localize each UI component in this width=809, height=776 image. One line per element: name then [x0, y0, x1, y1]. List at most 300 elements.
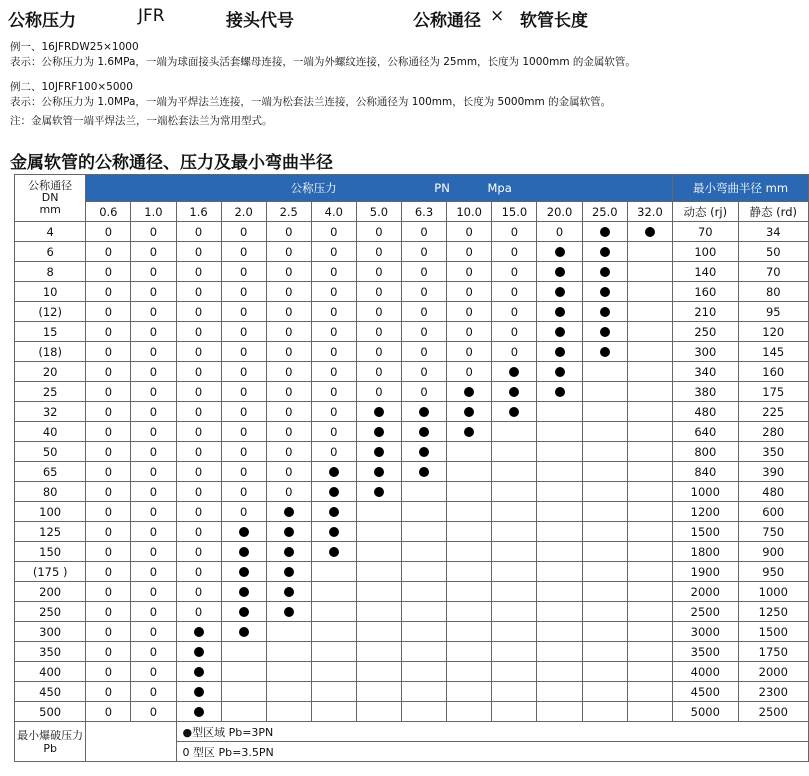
zero-type-cell: 0	[176, 482, 221, 502]
zero-type-cell: 0	[86, 442, 131, 462]
zero-type-cell: 0	[176, 562, 221, 582]
dot-type-cell	[221, 622, 266, 642]
table-row	[15, 422, 809, 442]
zero-type-cell: 0	[86, 462, 131, 482]
zero-type-cell: 0	[447, 362, 492, 382]
dot-type-cell	[492, 402, 537, 422]
zero-type-cell: 0	[266, 282, 311, 302]
empty-cell	[627, 442, 672, 462]
empty-cell	[582, 382, 627, 402]
zero-type-cell: 0	[221, 322, 266, 342]
empty-cell	[492, 522, 537, 542]
static-radius: 2300	[738, 682, 808, 702]
empty-cell	[311, 682, 356, 702]
pressure-values-row	[15, 202, 809, 222]
dot-icon	[374, 467, 384, 477]
burst-empty-cell	[86, 722, 176, 762]
empty-cell	[627, 682, 672, 702]
zero-type-cell: 0	[447, 342, 492, 362]
example-1-title: 例一、16JFRDW25×1000	[10, 41, 139, 53]
example-2-title: 例二、10JFRF100×5000	[10, 81, 133, 93]
empty-cell	[401, 562, 446, 582]
empty-cell	[401, 702, 446, 722]
empty-cell	[401, 622, 446, 642]
dn-value: 6	[15, 242, 86, 262]
zero-type-cell: 0	[266, 402, 311, 422]
table-row	[15, 502, 809, 522]
section-title: 金属软管的公称通径、压力及最小弯曲半径	[10, 153, 333, 173]
empty-cell	[401, 582, 446, 602]
dot-type-cell	[537, 242, 582, 262]
dot-type-cell	[537, 382, 582, 402]
dot-type-cell	[356, 482, 401, 502]
empty-cell	[627, 342, 672, 362]
zero-type-cell: 0	[221, 502, 266, 522]
empty-cell	[266, 622, 311, 642]
zero-type-cell: 0	[356, 262, 401, 282]
dn-value: 25	[15, 382, 86, 402]
static-radius: 95	[738, 302, 808, 322]
dot-type-cell	[356, 402, 401, 422]
zero-type-cell: 0	[447, 222, 492, 242]
zero-type-cell: 0	[86, 642, 131, 662]
dn-value: 8	[15, 262, 86, 282]
zero-type-cell: 0	[311, 422, 356, 442]
dot-icon	[239, 587, 249, 597]
empty-cell	[627, 562, 672, 582]
static-radius: 2500	[738, 702, 808, 722]
header-pressure-label: 公称压力	[8, 11, 76, 31]
zero-type-cell: 0	[86, 282, 131, 302]
empty-cell	[401, 482, 446, 502]
empty-cell	[356, 542, 401, 562]
dot-type-cell	[356, 422, 401, 442]
zero-type-cell: 0	[131, 662, 176, 682]
dot-type-cell	[582, 242, 627, 262]
zero-type-cell: 0	[131, 642, 176, 662]
dynamic-radius: 5000	[673, 702, 738, 722]
dot-icon	[600, 327, 610, 337]
zero-type-cell: 0	[131, 702, 176, 722]
zero-type-cell: 0	[401, 222, 446, 242]
dot-icon	[374, 427, 384, 437]
zero-type-cell: 0	[221, 302, 266, 322]
table-row	[15, 382, 809, 402]
dot-type-cell	[266, 502, 311, 522]
table-row	[15, 622, 809, 642]
dot-type-cell	[492, 382, 537, 402]
zero-type-cell: 0	[131, 442, 176, 462]
empty-cell	[627, 282, 672, 302]
header-dn-label: 公称通径	[413, 11, 481, 31]
dot-type-cell	[401, 442, 446, 462]
dot-type-cell	[176, 702, 221, 722]
dynamic-radius: 380	[673, 382, 738, 402]
dot-icon	[600, 227, 610, 237]
zero-type-cell: 0	[176, 442, 221, 462]
table-row	[15, 662, 809, 682]
empty-cell	[447, 482, 492, 502]
dot-type-cell	[537, 302, 582, 322]
dynamic-radius: 640	[673, 422, 738, 442]
zero-type-cell: 0	[311, 222, 356, 242]
dn-value: 15	[15, 322, 86, 342]
empty-cell	[627, 702, 672, 722]
dot-icon	[600, 287, 610, 297]
dn-value: (175 )	[15, 562, 86, 582]
header-joint-label: 接头代号	[226, 11, 294, 31]
dn-value: 500	[15, 702, 86, 722]
dot-icon	[509, 407, 519, 417]
static-radius: 34	[738, 222, 808, 242]
empty-cell	[582, 562, 627, 582]
table-row	[15, 342, 809, 362]
empty-cell	[266, 682, 311, 702]
dot-icon	[374, 407, 384, 417]
dot-type-cell	[537, 322, 582, 342]
burst-label-line2: Pb	[43, 741, 57, 755]
dot-icon	[555, 347, 565, 357]
dot-icon	[419, 407, 429, 417]
dot-type-cell	[447, 382, 492, 402]
dot-icon	[329, 467, 339, 477]
static-radius: 225	[738, 402, 808, 422]
empty-cell	[582, 442, 627, 462]
zero-type-cell: 0	[447, 322, 492, 342]
dot-icon	[239, 547, 249, 557]
zero-type-cell: 0	[492, 282, 537, 302]
zero-type-cell: 0	[311, 362, 356, 382]
zero-type-cell: 0	[447, 262, 492, 282]
zero-type-cell: 0	[221, 402, 266, 422]
zero-type-cell: 0	[356, 342, 401, 362]
dn-header-line2: DN	[41, 191, 59, 204]
dot-type-cell	[582, 282, 627, 302]
static-radius: 80	[738, 282, 808, 302]
zero-type-cell: 0	[401, 322, 446, 342]
empty-cell	[627, 542, 672, 562]
dot-icon	[555, 307, 565, 317]
zero-type-cell: 0	[176, 222, 221, 242]
zero-type-cell: 0	[266, 422, 311, 442]
dn-value: 350	[15, 642, 86, 662]
empty-cell	[627, 522, 672, 542]
dot-icon	[374, 447, 384, 457]
dot-type-cell	[582, 342, 627, 362]
table-row	[15, 402, 809, 422]
dot-type-cell	[582, 302, 627, 322]
zero-type-cell: 0	[492, 342, 537, 362]
dot-icon	[284, 527, 294, 537]
empty-cell	[356, 682, 401, 702]
zero-type-cell: 0	[131, 242, 176, 262]
zero-type-cell: 0	[131, 542, 176, 562]
dot-type-cell	[176, 662, 221, 682]
dot-icon	[194, 647, 204, 657]
dn-header-line1: 公称通径	[28, 179, 73, 192]
example-2-desc: 表示：公称压力为 1.0MPa，一端为平焊法兰连接，一端为松套法兰连接，公称通径为 100mm，长度为 5000mm 的金属软管。	[10, 96, 612, 108]
dynamic-radius: 3500	[673, 642, 738, 662]
example-1-desc: 表示：公称压力为 1.6MPa，一端为球面接头活套螺母连接，一端为外螺纹连接，公称通径为 25mm，长度为 1000mm 的金属软管。	[10, 56, 636, 68]
table-row	[15, 522, 809, 542]
pressure-header-unit: Mpa	[487, 181, 512, 195]
dn-value: 20	[15, 362, 86, 382]
zero-type-cell: 0	[266, 262, 311, 282]
empty-cell	[537, 462, 582, 482]
dot-icon	[419, 447, 429, 457]
zero-type-cell: 0	[356, 302, 401, 322]
header-times: ×	[490, 6, 505, 26]
empty-cell	[582, 702, 627, 722]
empty-cell	[582, 482, 627, 502]
zero-type-cell: 0	[537, 222, 582, 242]
dn-value: 300	[15, 622, 86, 642]
empty-cell	[537, 562, 582, 582]
empty-cell	[627, 322, 672, 342]
static-radius: 280	[738, 422, 808, 442]
dn-value: 50	[15, 442, 86, 462]
zero-type-cell: 0	[221, 282, 266, 302]
zero-type-cell: 0	[86, 582, 131, 602]
empty-cell	[627, 382, 672, 402]
dynamic-radius: 1800	[673, 542, 738, 562]
dynamic-radius: 100	[673, 242, 738, 262]
dot-icon	[419, 427, 429, 437]
dynamic-radius: 2000	[673, 582, 738, 602]
zero-type-cell: 0	[131, 382, 176, 402]
zero-type-cell: 0	[86, 482, 131, 502]
empty-cell	[537, 422, 582, 442]
header-length-label: 软管长度	[520, 11, 588, 31]
static-radius: 120	[738, 322, 808, 342]
table-row	[15, 302, 809, 322]
zero-type-cell: 0	[86, 302, 131, 322]
zero-type-cell: 0	[131, 622, 176, 642]
pressure-value: 20.0	[537, 202, 582, 222]
zero-type-cell: 0	[266, 322, 311, 342]
empty-cell	[582, 602, 627, 622]
dot-icon	[509, 387, 519, 397]
pressure-value: 10.0	[447, 202, 492, 222]
table-row	[15, 482, 809, 502]
zero-type-cell: 0	[176, 502, 221, 522]
zero-type-cell: 0	[356, 222, 401, 242]
zero-type-cell: 0	[356, 362, 401, 382]
empty-cell	[401, 642, 446, 662]
dot-icon	[194, 667, 204, 677]
dot-icon	[464, 387, 474, 397]
zero-type-cell: 0	[131, 482, 176, 502]
dn-value: 400	[15, 662, 86, 682]
spec-table	[14, 174, 809, 762]
dynamic-radius: 4500	[673, 682, 738, 702]
burst-label	[15, 722, 86, 762]
dynamic-radius: 2500	[673, 602, 738, 622]
zero-type-cell: 0	[401, 242, 446, 262]
zero-type-cell: 0	[86, 322, 131, 342]
dot-icon	[600, 267, 610, 277]
dot-type-cell	[401, 422, 446, 442]
empty-cell	[627, 262, 672, 282]
empty-cell	[537, 402, 582, 422]
zero-type-cell: 0	[176, 522, 221, 542]
static-radius: 160	[738, 362, 808, 382]
empty-cell	[401, 682, 446, 702]
empty-cell	[221, 662, 266, 682]
empty-cell	[627, 502, 672, 522]
dot-icon	[284, 607, 294, 617]
empty-cell	[492, 622, 537, 642]
legend-dot: ●型区域 Pb=3PN	[176, 722, 809, 742]
empty-cell	[537, 702, 582, 722]
empty-cell	[447, 682, 492, 702]
zero-type-cell: 0	[266, 482, 311, 502]
dn-value: 100	[15, 502, 86, 522]
zero-type-cell: 0	[131, 582, 176, 602]
empty-cell	[537, 442, 582, 462]
dynamic-radius: 1200	[673, 502, 738, 522]
dot-type-cell	[537, 282, 582, 302]
dynamic-label: 动态 (rj)	[673, 202, 738, 222]
dot-type-cell	[266, 582, 311, 602]
zero-type-cell: 0	[311, 382, 356, 402]
static-radius: 70	[738, 262, 808, 282]
zero-type-cell: 0	[356, 282, 401, 302]
zero-type-cell: 0	[221, 362, 266, 382]
empty-cell	[582, 662, 627, 682]
zero-type-cell: 0	[401, 302, 446, 322]
dot-type-cell	[311, 462, 356, 482]
dynamic-radius: 300	[673, 342, 738, 362]
static-radius: 1750	[738, 642, 808, 662]
zero-type-cell: 0	[131, 402, 176, 422]
zero-type-cell: 0	[86, 342, 131, 362]
zero-type-cell: 0	[86, 382, 131, 402]
empty-cell	[537, 662, 582, 682]
empty-cell	[221, 702, 266, 722]
dn-value: 4	[15, 222, 86, 242]
empty-cell	[627, 582, 672, 602]
dot-type-cell	[627, 222, 672, 242]
dynamic-radius: 1900	[673, 562, 738, 582]
zero-type-cell: 0	[221, 442, 266, 462]
dot-icon	[194, 707, 204, 717]
dot-icon	[555, 267, 565, 277]
zero-type-cell: 0	[176, 342, 221, 362]
dot-icon	[194, 687, 204, 697]
dn-value: 65	[15, 462, 86, 482]
dot-icon	[329, 487, 339, 497]
empty-cell	[537, 622, 582, 642]
empty-cell	[537, 542, 582, 562]
zero-type-cell: 0	[492, 222, 537, 242]
empty-cell	[266, 642, 311, 662]
dot-icon	[419, 467, 429, 477]
zero-type-cell: 0	[221, 242, 266, 262]
dot-icon	[284, 587, 294, 597]
dot-type-cell	[492, 362, 537, 382]
zero-type-cell: 0	[311, 242, 356, 262]
static-radius: 350	[738, 442, 808, 462]
table-body	[15, 222, 809, 722]
empty-cell	[401, 502, 446, 522]
dn-value: 32	[15, 402, 86, 422]
empty-cell	[582, 502, 627, 522]
empty-cell	[401, 522, 446, 542]
zero-type-cell: 0	[311, 342, 356, 362]
empty-cell	[492, 442, 537, 462]
zero-type-cell: 0	[131, 282, 176, 302]
empty-cell	[627, 602, 672, 622]
empty-cell	[447, 622, 492, 642]
empty-cell	[627, 402, 672, 422]
dynamic-radius: 1500	[673, 522, 738, 542]
dot-icon	[555, 247, 565, 257]
dynamic-radius: 480	[673, 402, 738, 422]
dot-icon	[284, 507, 294, 517]
empty-cell	[447, 502, 492, 522]
dot-type-cell	[266, 522, 311, 542]
static-radius: 750	[738, 522, 808, 542]
table-row	[15, 322, 809, 342]
empty-cell	[627, 662, 672, 682]
empty-cell	[627, 642, 672, 662]
empty-cell	[537, 682, 582, 702]
dn-header-line3: mm	[39, 203, 61, 216]
zero-type-cell: 0	[266, 382, 311, 402]
empty-cell	[311, 702, 356, 722]
zero-type-cell: 0	[131, 502, 176, 522]
zero-type-cell: 0	[176, 462, 221, 482]
dn-header	[15, 175, 86, 222]
table-row	[15, 222, 809, 242]
zero-type-cell: 0	[401, 362, 446, 382]
zero-type-cell: 0	[131, 602, 176, 622]
dot-icon	[239, 527, 249, 537]
dot-icon	[239, 607, 249, 617]
zero-type-cell: 0	[447, 302, 492, 322]
empty-cell	[537, 502, 582, 522]
dynamic-radius: 210	[673, 302, 738, 322]
dot-icon	[329, 507, 339, 517]
dot-icon	[645, 227, 655, 237]
empty-cell	[492, 642, 537, 662]
pressure-value: 0.6	[86, 202, 131, 222]
empty-cell	[311, 562, 356, 582]
pressure-value: 1.6	[176, 202, 221, 222]
dot-type-cell	[221, 542, 266, 562]
dot-type-cell	[311, 522, 356, 542]
table-row	[15, 642, 809, 662]
table-row	[15, 562, 809, 582]
zero-type-cell: 0	[131, 362, 176, 382]
zero-type-cell: 0	[176, 322, 221, 342]
empty-cell	[356, 662, 401, 682]
dot-type-cell	[356, 442, 401, 462]
empty-cell	[582, 582, 627, 602]
empty-cell	[492, 462, 537, 482]
dot-icon	[239, 567, 249, 577]
pressure-header-label: 公称压力	[290, 181, 337, 195]
zero-type-cell: 0	[176, 542, 221, 562]
dot-type-cell	[401, 462, 446, 482]
zero-type-cell: 0	[401, 382, 446, 402]
empty-cell	[582, 542, 627, 562]
table-row	[15, 362, 809, 382]
empty-cell	[582, 642, 627, 662]
zero-type-cell: 0	[311, 282, 356, 302]
zero-type-cell: 0	[176, 602, 221, 622]
